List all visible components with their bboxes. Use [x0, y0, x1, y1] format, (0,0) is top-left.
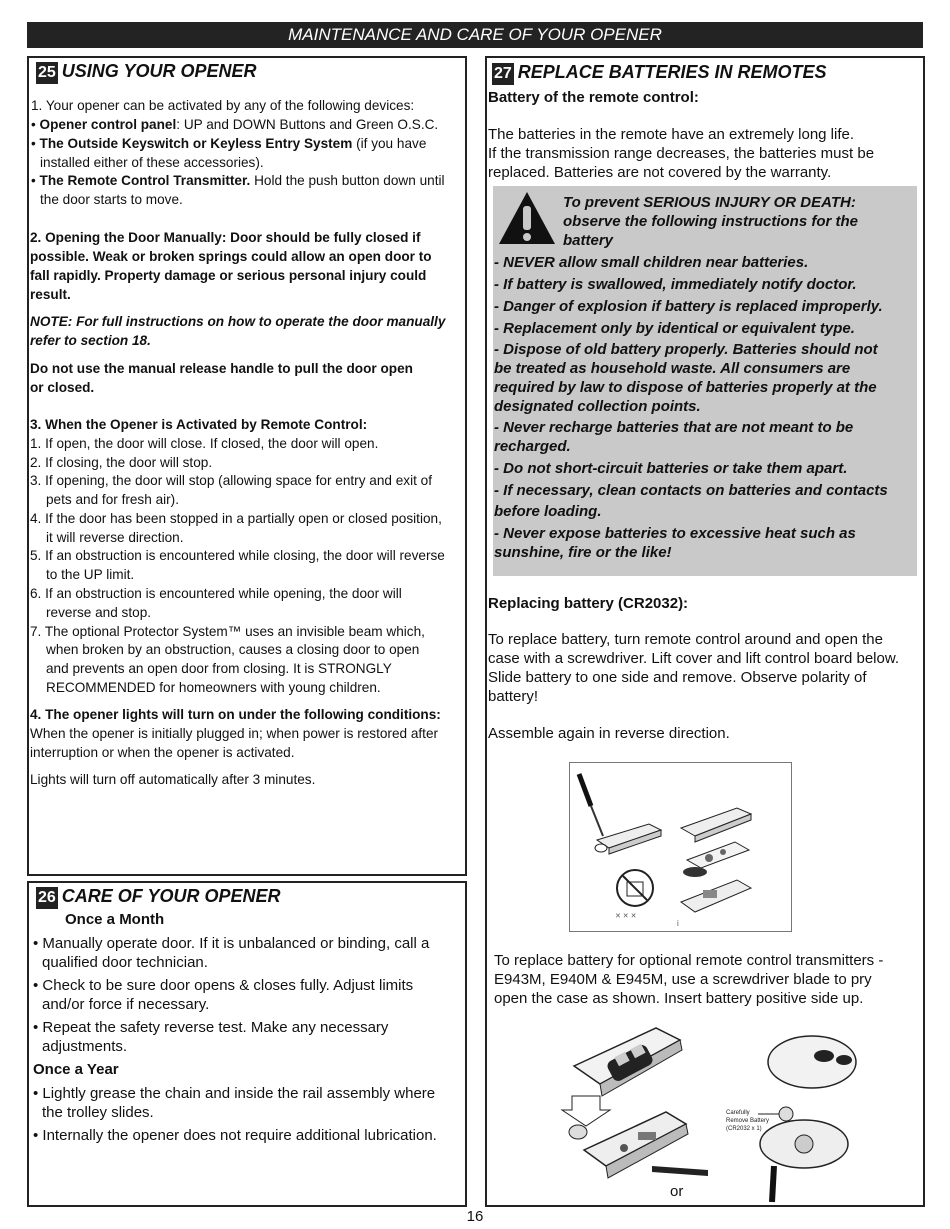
page-number: 16: [466, 1208, 484, 1225]
s25-p3-item: RECOMMENDED for homeowners with young children.: [46, 680, 381, 695]
replace-battery-title: Replacing battery (CR2032):: [488, 595, 689, 612]
s25-device-1: • Opener control panel: UP and DOWN Buttons and Green O.S.C.: [31, 117, 439, 132]
figure-label: Remove Battery: [726, 1118, 770, 1124]
s26-month-item: and/or force if necessary.: [42, 996, 210, 1013]
s25-p3-item: when broken by an obstruction, causes a closing door to open: [46, 642, 420, 657]
section-25-title: [36, 61, 257, 84]
warning-item: designated collection points.: [494, 398, 701, 415]
s25-device-2: • The Outside Keyswitch or Keyless Entry System (if you have: [31, 136, 427, 151]
optional-remote-diagram: [560, 1020, 880, 1204]
optional-remote-note: To replace battery for optional remote control transmitters -: [494, 952, 884, 969]
section-26-title: [36, 886, 281, 909]
figure-label: (CR2032 x 1): [726, 1126, 762, 1132]
warning-item: - Dispose of old battery properly. Batteries should not: [494, 341, 878, 358]
s25-p3-item: and prevents an open door from closing. It is STRONGLY: [46, 661, 392, 676]
warning-item: required by law to dispose of batteries properly at the: [494, 379, 877, 396]
s26-month-item: • Repeat the safety reverse test. Make any necessary: [33, 1019, 389, 1036]
s27-subtitle: Battery of the remote control:: [488, 89, 699, 106]
s25-device-3: • The Remote Control Transmitter. Hold the push button down until: [31, 173, 445, 188]
s25-p4-line: Lights will turn off automatically after 3 minutes.: [30, 772, 316, 787]
s25-p3-item: 6. If an obstruction is encountered while opening, the door will: [30, 586, 402, 601]
s25-p3-item: it will reverse direction.: [46, 530, 184, 545]
section-27-title: [492, 62, 827, 85]
s25-device-3-cont: the door starts to move.: [40, 192, 183, 207]
s25-device-2-cont: installed either of these accessories).: [40, 155, 264, 170]
warning-item: - If battery is swallowed, immediately notify doctor.: [494, 276, 857, 293]
warning-item: - Do not short-circuit batteries or take them apart.: [494, 460, 848, 477]
s25-p2-line: 2. Opening the Door Manually: Door should be fully closed if: [30, 230, 421, 245]
warning-item: - Danger of explosion if battery is replaced improperly.: [494, 298, 883, 315]
s25-p3-item: to the UP limit.: [46, 567, 135, 582]
s26-month-item: qualified door technician.: [42, 954, 208, 971]
s26-year-title: Once a Year: [33, 1061, 119, 1078]
page-header: MAINTENANCE AND CARE OF YOUR OPENER: [27, 22, 923, 48]
replace-battery-step: battery!: [488, 688, 539, 705]
warning-item: - NEVER allow small children near batteries.: [494, 254, 809, 271]
s25-p3-item: reverse and stop.: [46, 605, 152, 620]
s25-p4-title: 4. The opener lights will turn on under the following conditions:: [30, 707, 441, 722]
warning-item: sunshine, fire or the like!: [494, 544, 672, 561]
section-number: 26: [36, 887, 58, 909]
section-title-text: REPLACE BATTERIES IN REMOTES: [517, 62, 827, 82]
screwdriver-icon: [772, 1166, 774, 1202]
optional-remote-note: open the case as shown. Insert battery positive side up.: [494, 990, 864, 1007]
s25-release-warning: Do not use the manual release handle to pull the door open: [30, 361, 413, 376]
warning-item: - Never expose batteries to excessive heat such as: [494, 525, 856, 542]
optional-remote-note: E943M, E940M & E945M, use a screwdriver blade to pry: [494, 971, 872, 988]
figure-label: Carefully: [726, 1110, 750, 1116]
section-number: 25: [36, 62, 58, 84]
replace-battery-step: Slide battery to one side and remove. Observe polarity of: [488, 669, 867, 686]
s26-year-item: • Internally the opener does not require additional lubrication.: [33, 1127, 437, 1144]
warning-item: - Never recharge batteries that are not meant to be: [494, 419, 854, 436]
warning-heading: observe the following instructions for the: [563, 213, 859, 230]
s25-p2-line: fall rapidly. Property damage or serious personal injury could: [30, 268, 427, 283]
s27-intro: If the transmission range decreases, the batteries must be: [488, 145, 875, 162]
svg-text:✕ ✕ ✕: ✕ ✕ ✕: [615, 913, 637, 920]
s25-p2-line: possible. Weak or broken springs could allow an open door to: [30, 249, 432, 264]
assemble-note: Assemble again in reverse direction.: [488, 725, 730, 742]
s25-p3-item: 2. If closing, the door will stop.: [30, 455, 213, 470]
s26-month-item: adjustments.: [42, 1038, 128, 1055]
replace-battery-step: To replace battery, turn remote control around and open the: [488, 631, 883, 648]
section-title-text: USING YOUR OPENER: [61, 61, 257, 81]
s27-intro: replaced. Batteries are not covered by the warranty.: [488, 164, 832, 181]
or-label: or: [670, 1183, 684, 1200]
remote-battery-diagram: [569, 762, 792, 932]
s25-note: NOTE: For full instructions on how to operate the door manually: [30, 314, 446, 329]
warning-item: before loading.: [494, 503, 602, 520]
warning-heading: To prevent SERIOUS INJURY OR DEATH:: [563, 194, 856, 211]
svg-text:i: i: [677, 919, 679, 928]
s25-release-warning: or closed.: [30, 380, 95, 395]
s26-month-item: • Check to be sure door opens & closes fully. Adjust limits: [33, 977, 414, 994]
warning-heading: battery: [563, 232, 614, 249]
s25-p3-item: 5. If an obstruction is encountered while closing, the door will reverse: [30, 548, 445, 563]
screwdriver-icon: [652, 1166, 708, 1176]
s26-year-item: the trolley slides.: [42, 1104, 154, 1121]
s26-year-item: • Lightly grease the chain and inside the rail assembly where: [33, 1085, 436, 1102]
warning-item: recharged.: [494, 438, 571, 455]
s25-p4-line: interruption or when the opener is activated.: [30, 745, 295, 760]
s27-intro: The batteries in the remote have an extremely long life.: [488, 126, 855, 143]
replace-battery-step: case with a screwdriver. Lift cover and lift control board below.: [488, 650, 900, 667]
warning-icon: [497, 190, 557, 246]
s25-p3-item: 7. The optional Protector System™ uses an invisible beam which,: [30, 624, 425, 639]
section-number: 27: [492, 63, 514, 85]
s26-month-item: • Manually operate door. If it is unbalanced or binding, call a: [33, 935, 430, 952]
s25-p3-item: 1. If open, the door will close. If closed, the door will open.: [30, 436, 379, 451]
s25-intro: 1. Your opener can be activated by any of the following devices:: [31, 98, 415, 113]
warning-item: - Replacement only by identical or equivalent type.: [494, 320, 855, 337]
warning-item: - If necessary, clean contacts on batteries and contacts: [494, 482, 888, 499]
s25-p3-item: 4. If the door has been stopped in a partially open or closed position,: [30, 511, 442, 526]
s25-p3-item: 3. If opening, the door will stop (allowing space for entry and exit of: [30, 473, 432, 488]
s25-p4-line: When the opener is initially plugged in; when power is restored after: [30, 726, 439, 741]
warning-item: be treated as household waste. All consumers are: [494, 360, 851, 377]
s25-p3-title: 3. When the Opener is Activated by Remote Control:: [30, 417, 368, 432]
section-title-text: CARE OF YOUR OPENER: [61, 886, 281, 906]
s25-note: refer to section 18.: [30, 333, 151, 348]
s25-p3-item: pets and for fresh air).: [46, 492, 179, 507]
s26-month-title: Once a Month: [65, 911, 165, 928]
s25-p2-line: result.: [30, 287, 71, 302]
